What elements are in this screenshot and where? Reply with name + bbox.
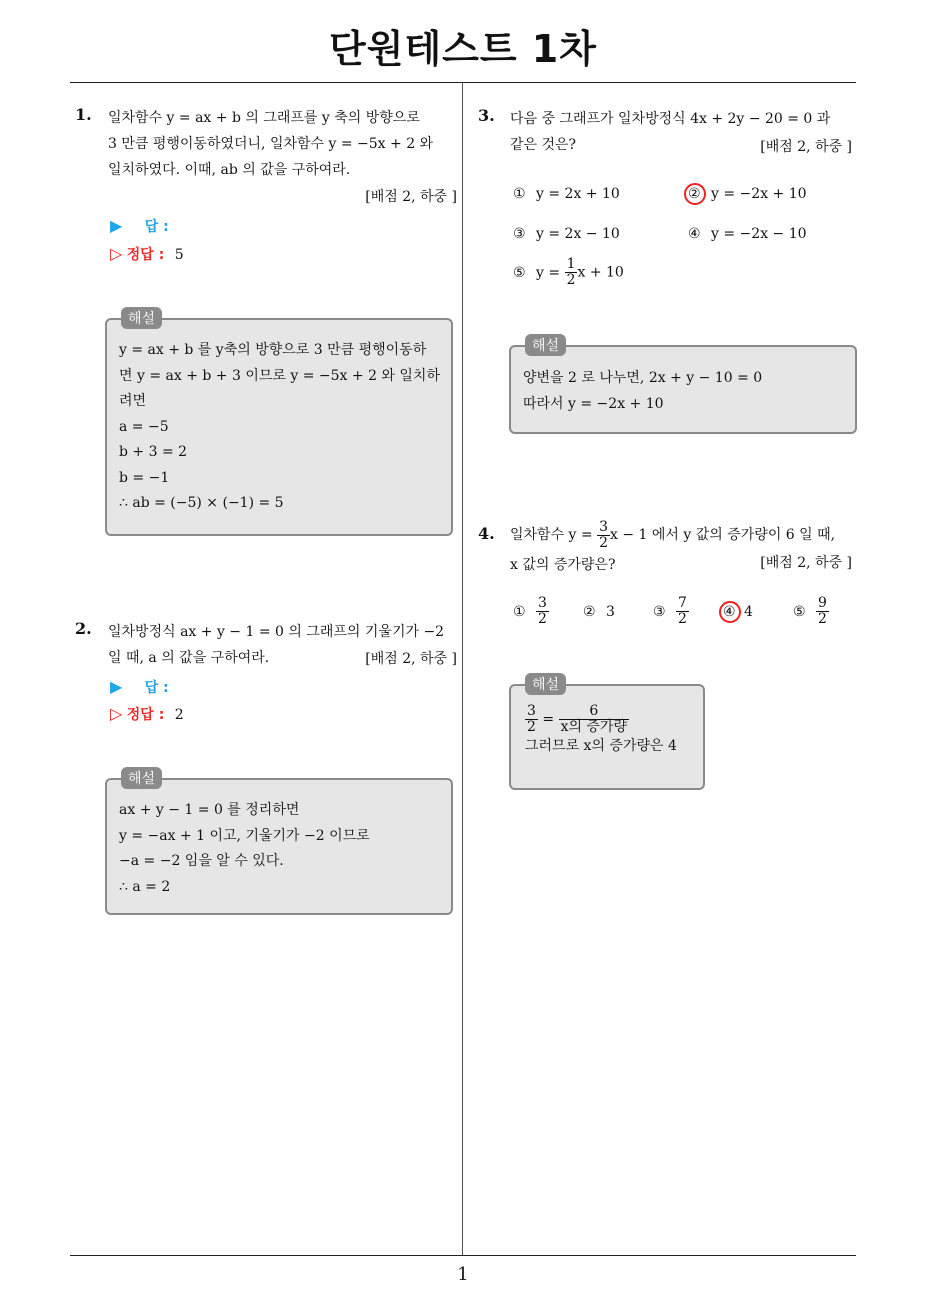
explanation-line: 따라서 y = −2x + 10 (523, 395, 664, 412)
question-line (510, 518, 835, 552)
equals-sign: = (542, 711, 555, 728)
choice-5[interactable] (793, 596, 829, 627)
explanation-line: y = −ax + 1 이고, 기울기가 −2 이므로 (119, 827, 370, 844)
answer-row[interactable] (110, 677, 169, 697)
question-2 (75, 619, 455, 679)
question-1 (75, 105, 455, 215)
choice-5[interactable] (513, 257, 624, 288)
top-divider (70, 82, 856, 83)
explanation-tag: 해설 (525, 334, 566, 356)
page-title: 단원테스트 1차 (329, 27, 597, 71)
question-line: 일치하였다. 이때, ab 의 값을 구하여라. (108, 162, 351, 178)
correct-arrow-icon: ▷ (110, 704, 123, 723)
fraction (536, 596, 549, 627)
correct-label: 정답 : (126, 247, 165, 263)
choice-1[interactable] (513, 596, 549, 627)
explanation-box (509, 677, 705, 790)
question-line: 3 만큼 평행이동하였더니, 일차함수 y = −5x + 2 와 (108, 136, 434, 152)
question-text (108, 105, 433, 183)
fraction-denominator: 2 (818, 611, 827, 627)
explanation-box (105, 311, 453, 536)
fraction (559, 704, 629, 735)
question-line: 일차함수 y = ax + b 의 그래프를 y 축의 방향으로 (108, 110, 420, 126)
fraction-numerator: 3 (527, 703, 536, 719)
question-number: 4. (478, 524, 495, 543)
score-label: [배점 2, 하중 ] (760, 555, 852, 571)
fraction (525, 704, 538, 735)
choice-text: y = (536, 264, 565, 281)
question-4 (478, 518, 858, 578)
explanation-line: ∴ ab = (−5) × (−1) = 5 (119, 495, 284, 511)
fraction-denominator: 2 (599, 534, 609, 551)
fraction (816, 596, 829, 627)
question-text-part: x − 1 에서 y 값의 증가량이 6 일 때, (610, 527, 836, 543)
correct-answer-row (110, 244, 184, 264)
explanation-box (105, 771, 453, 915)
explanation-box (509, 338, 857, 434)
answer-label: 답 : (144, 219, 169, 235)
question-line: 다음 중 그래프가 일차방정식 4x + 2y − 20 = 0 과 (510, 111, 831, 127)
choice-text: 3 (606, 604, 615, 620)
explanation-tag: 해설 (525, 673, 566, 695)
explanation-text (525, 704, 677, 757)
correct-value: 5 (174, 247, 184, 263)
explanation-text (523, 366, 762, 417)
choice-text: y = −2x − 10 (711, 226, 807, 242)
fraction-denominator: 2 (566, 272, 576, 288)
explanation-line: −a = −2 임을 알 수 있다. (119, 853, 284, 869)
explanation-line: 면 y = ax + b + 3 이므로 y = −5x + 2 와 일치하 (119, 367, 440, 384)
fraction-denominator: 2 (527, 719, 536, 735)
choice-mark: ② (583, 604, 596, 620)
choice-text: y = 2x − 10 (536, 226, 620, 242)
question-line: 일차방정식 ax + y − 1 = 0 의 그래프의 기울기가 −2 (108, 624, 445, 640)
choice-mark: ① (513, 603, 526, 620)
explanation-text (119, 338, 440, 517)
fraction-numerator: 3 (599, 518, 609, 535)
explanation-line: 양변을 2 로 나누면, 2x + y − 10 = 0 (523, 370, 763, 386)
explanation-line: 그러므로 x의 증가량은 4 (525, 738, 677, 754)
explanation-line: 려면 (119, 393, 147, 409)
explanation-line: y = ax + b 를 y축의 방향으로 3 만큼 평행이동하 (119, 342, 427, 358)
bottom-divider (70, 1255, 856, 1256)
question-line: 같은 것은? (510, 137, 577, 153)
choice-mark: ④ (688, 226, 701, 242)
choice-text: 4 (744, 604, 753, 620)
explanation-line: b = −1 (119, 469, 170, 486)
choice-mark-selected: ④ (723, 604, 736, 620)
answer-row[interactable] (110, 216, 169, 236)
explanation-line: a = −5 (119, 418, 169, 435)
fraction-numerator: 7 (678, 595, 687, 611)
choice-2[interactable] (688, 186, 807, 202)
choice-3[interactable] (653, 596, 689, 627)
question-number: 2. (75, 619, 92, 638)
answer-label: 답 : (144, 680, 169, 696)
explanation-tag: 해설 (121, 767, 162, 789)
choice-text: y = 2x + 10 (536, 186, 620, 202)
explanation-line: ∴ a = 2 (119, 878, 171, 895)
correct-answer-row (110, 704, 184, 724)
fraction (676, 596, 689, 627)
choice-1[interactable] (513, 186, 620, 202)
choice-mark: ⑤ (513, 264, 526, 281)
question-text-part: 일차함수 y = (510, 527, 598, 543)
answer-arrow-icon: ▶ (110, 677, 123, 696)
question-3 (478, 106, 858, 166)
column-divider (462, 83, 463, 1255)
fraction-denominator: 2 (678, 611, 687, 627)
correct-value: 2 (174, 707, 184, 723)
explanation-line: b + 3 = 2 (119, 444, 188, 460)
choice-4[interactable] (723, 604, 753, 620)
choice-mark-selected: ② (688, 186, 701, 202)
fraction-denominator: 2 (538, 611, 547, 627)
explanation-text (119, 798, 370, 900)
question-line: 일 때, a 의 값을 구하여라. (108, 650, 270, 666)
choice-mark: ③ (653, 603, 666, 620)
score-label: [배점 2, 하중 ] (760, 139, 852, 155)
question-number: 1. (75, 105, 92, 124)
choice-4[interactable] (688, 226, 807, 242)
fraction-denominator: x의 증가량 (560, 719, 628, 735)
explanation-line (525, 704, 677, 735)
choice-text: x + 10 (577, 264, 624, 281)
score-label: [배점 2, 하중 ] (365, 651, 457, 667)
answer-arrow-icon: ▶ (110, 216, 123, 235)
correct-arrow-icon: ▷ (110, 244, 123, 263)
explanation-line: ax + y − 1 = 0 를 정리하면 (119, 802, 300, 818)
question-number: 3. (478, 106, 495, 125)
choice-3[interactable] (513, 226, 620, 242)
choice-mark: ③ (513, 226, 526, 242)
choice-mark: ① (513, 186, 526, 202)
explanation-tag: 해설 (121, 307, 162, 329)
correct-label: 정답 : (126, 707, 165, 723)
choice-text: y = −2x + 10 (711, 186, 807, 202)
fraction-numerator: 9 (818, 595, 827, 611)
page-number: 1 (457, 1264, 469, 1285)
score-label: [배점 2, 하중 ] (365, 189, 457, 205)
choice-2[interactable] (583, 604, 615, 620)
fraction-numerator: 3 (538, 595, 547, 611)
question-line: x 값의 증가량은? (510, 557, 616, 573)
fraction (565, 257, 578, 288)
choice-mark: ⑤ (793, 603, 806, 620)
fraction-numerator: 6 (559, 704, 629, 720)
fraction-numerator: 1 (566, 256, 576, 272)
fraction (597, 520, 610, 551)
